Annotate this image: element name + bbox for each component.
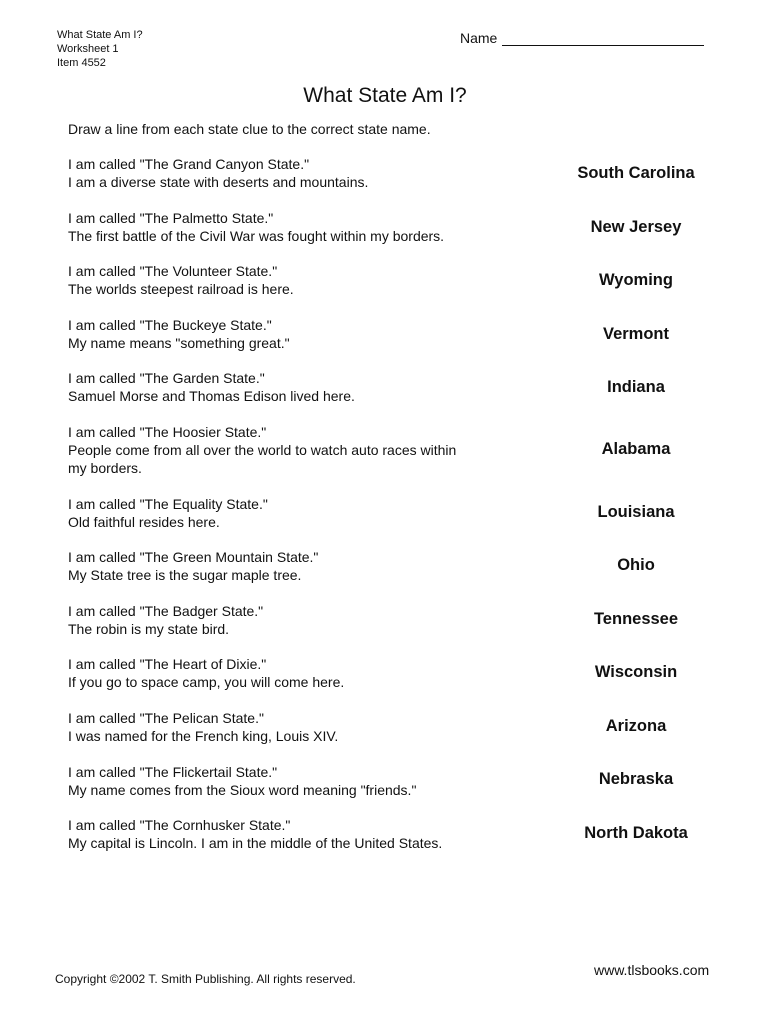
clue-item (68, 655, 528, 691)
clue-item (68, 209, 528, 245)
clue-line: I am called "The Green Mountain State." (68, 549, 319, 566)
meta-title: What State Am I? (57, 29, 143, 41)
clue-line: I am a diverse state with deserts and mountains. (68, 174, 369, 190)
clue-line: I am called "The Garden State." (68, 370, 265, 387)
clue-item (68, 155, 528, 191)
state-name: North Dakota (584, 824, 688, 842)
clue-line: I was named for the French king, Louis XIV. (68, 727, 339, 744)
meta-item: Item 4552 (57, 57, 106, 69)
clue-item (68, 369, 528, 405)
clue-item (68, 602, 528, 638)
clue-line: I am called "The Flickertail State." (68, 763, 278, 780)
clue-line: my borders. (68, 459, 142, 476)
clue-item (68, 763, 528, 799)
state-name: Wisconsin (594, 663, 678, 681)
copyright-notice: Copyright ©2002 T. Smith Publishing. All rights reserved. (55, 972, 356, 986)
clue-line: If you go to space camp, you will come here. (68, 674, 345, 691)
clue-list (68, 155, 528, 870)
clue-line: My name comes from the Sioux word meaning "friends." (68, 781, 417, 798)
state-name: South Carolina (577, 164, 695, 182)
state-name: Arizona (605, 717, 667, 735)
clue-line: I am called "The Grand Canyon State." (68, 156, 310, 172)
state-name-list (545, 0, 727, 1024)
clue-line: I am called "The Cornhusker State." (68, 817, 291, 834)
clue-line: My name means "something great." (68, 334, 290, 351)
clue-item (68, 816, 528, 852)
clue-item (68, 548, 528, 584)
clue-line: I am called "The Palmetto State." (68, 209, 274, 226)
clue-line: I am called "The Volunteer State." (68, 263, 278, 280)
clue-item (68, 495, 528, 531)
state-name: Alabama (601, 440, 671, 458)
clue-line: I am called "The Equality State." (68, 495, 268, 512)
clue-line: People come from all over the world to watch auto races within (68, 441, 457, 458)
meta-worksheet: Worksheet 1 (57, 43, 119, 55)
state-name: New Jersey (590, 218, 682, 236)
clue-line: Samuel Morse and Thomas Edison lived here. (68, 388, 355, 405)
clue-line: I am called "The Pelican State." (68, 709, 264, 726)
state-name: Indiana (607, 378, 665, 396)
state-name: Louisiana (597, 503, 675, 521)
clue-line: The first battle of the Civil War was fought within my borders. (68, 227, 445, 244)
clue-item (68, 423, 528, 477)
state-name: Vermont (602, 325, 670, 343)
clue-line: The worlds steepest railroad is here. (68, 281, 294, 298)
clue-line: I am called "The Heart of Dixie." (68, 656, 267, 673)
clue-line: The robin is my state bird. (68, 620, 230, 637)
page-title: What State Am I? (303, 84, 467, 107)
clue-item (68, 262, 528, 298)
state-name: Nebraska (598, 770, 674, 788)
clue-line: I am called "The Badger State." (68, 602, 264, 619)
instructions: Draw a line from each state clue to the correct state name. (68, 121, 431, 137)
worksheet-meta (57, 28, 143, 70)
clue-line: Old faithful resides here. (68, 513, 220, 530)
website-url: www.tlsbooks.com (594, 962, 710, 978)
clue-line: My State tree is the sugar maple tree. (68, 567, 302, 584)
state-name: Ohio (617, 556, 655, 574)
clue-line: My capital is Lincoln. I am in the middle of the United States. (68, 835, 443, 852)
clue-item (68, 316, 528, 352)
clue-item (68, 709, 528, 745)
state-name: Tennessee (593, 610, 679, 628)
clue-line: I am called "The Hoosier State." (68, 423, 267, 440)
clue-line: I am called "The Buckeye State." (68, 316, 272, 333)
name-label: Name (460, 30, 498, 46)
state-name: Wyoming (599, 271, 673, 289)
